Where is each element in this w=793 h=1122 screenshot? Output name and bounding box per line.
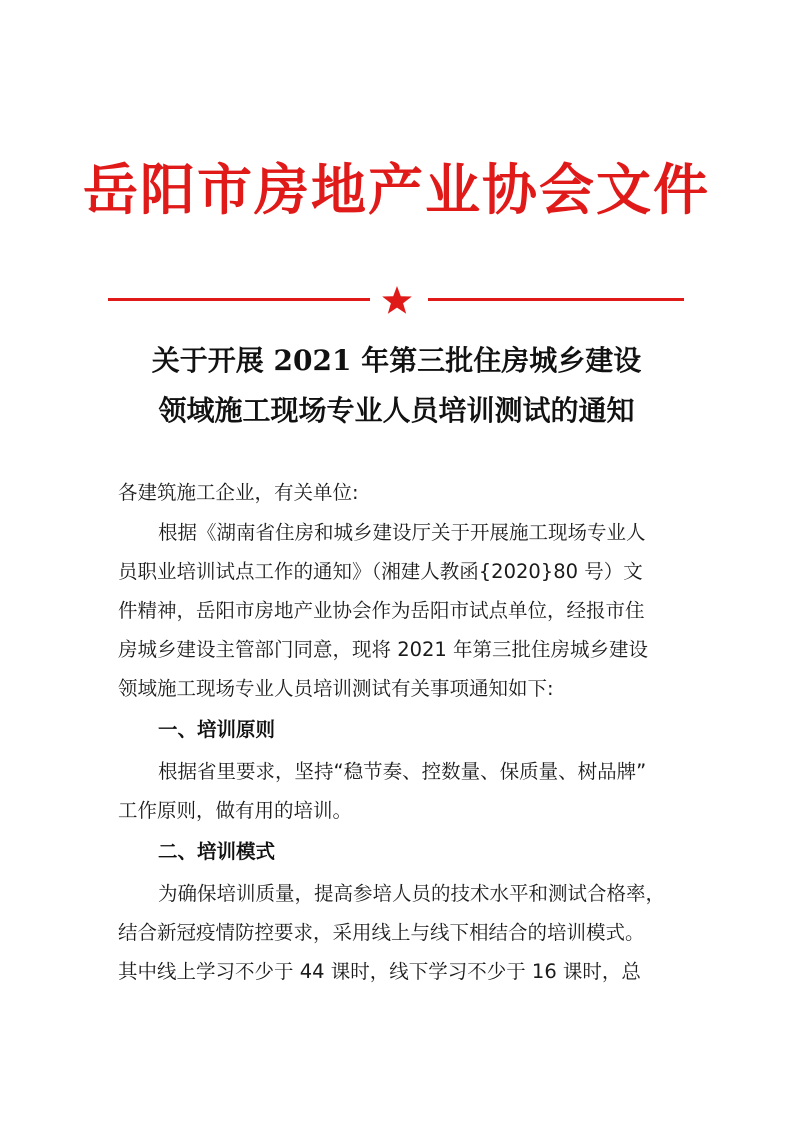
red-divider-right xyxy=(428,298,684,301)
document-title-line-1: 关于开展 2021 年第三批住房城乡建设 xyxy=(151,344,642,377)
issuer-header-title: 岳阳市房地产业协会文件 xyxy=(82,157,710,222)
intro-line-2: 员职业培训试点工作的通知》（湘建人教函{2020}80 号）文 xyxy=(118,560,643,583)
red-divider-left xyxy=(108,298,370,301)
intro-line-4: 房城乡建设主管部门同意，现将 2021 年第三批住房城乡建设 xyxy=(118,638,649,661)
section-1-heading: 一、培训原则 xyxy=(158,718,276,741)
star-icon xyxy=(381,285,413,315)
intro-line-3: 件精神，岳阳市房地产业协会作为岳阳市试点单位，经报市住 xyxy=(118,599,645,622)
section-1-line-2: 工作原则，做有用的培训。 xyxy=(118,799,353,822)
section-2-line-3: 其中线上学习不少于 44 课时，线下学习不少于 16 课时，总 xyxy=(118,960,641,983)
intro-line-1: 根据《湖南省住房和城乡建设厅关于开展施工现场专业人 xyxy=(158,521,646,544)
section-2-heading: 二、培训模式 xyxy=(158,840,276,863)
salutation: 各建筑施工企业，有关单位: xyxy=(118,481,359,504)
document-title-line-2: 领域施工现场专业人员培训测试的通知 xyxy=(158,394,635,427)
intro-line-5: 领域施工现场专业人员培训测试有关事项通知如下: xyxy=(118,677,554,700)
section-2-line-2: 结合新冠疫情防控要求，采用线上与线下相结合的培训模式。 xyxy=(118,921,645,944)
section-2-line-1: 为确保培训质量，提高参培人员的技术水平和测试合格率， xyxy=(158,882,666,905)
section-1-line-1: 根据省里要求，坚持“稳节奏、控数量、保质量、树品牌” xyxy=(158,760,647,783)
